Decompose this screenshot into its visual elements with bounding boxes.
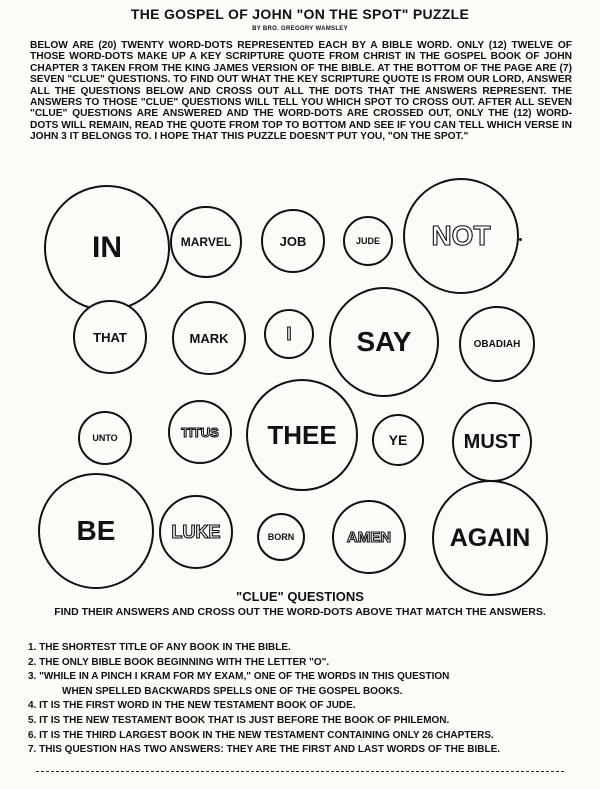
word-dot-must[interactable] [452, 402, 532, 482]
word-dot-label: BORN [267, 532, 295, 542]
word-dot-say[interactable] [329, 287, 439, 397]
word-dot-label: JUDE [355, 236, 380, 246]
word-dot-label: MARVEL [180, 235, 232, 249]
clue-item: 6. IT IS THE THIRD LARGEST BOOK IN THE NEW TESTAMENT CONTAINING ONLY 26 CHAPTERS. [28, 729, 494, 741]
word-dot-again[interactable] [432, 480, 548, 596]
word-dot-jude[interactable] [343, 216, 393, 266]
clues-heading: "CLUE" QUESTIONS [236, 589, 364, 604]
word-dot-label: MARK [189, 330, 229, 346]
page-title: THE GOSPEL OF JOHN "ON THE SPOT" PUZZLE [130, 6, 470, 22]
word-dot-mark[interactable] [172, 301, 246, 375]
word-dot-job[interactable] [261, 209, 325, 273]
word-dot-amen[interactable] [332, 500, 406, 574]
word-dot-label: THEE [267, 419, 337, 450]
byline: BY BRO. GREGORY WAMSLEY [252, 26, 348, 32]
word-dot-label: AGAIN [449, 523, 531, 552]
word-dot-titus[interactable] [168, 400, 232, 464]
word-dot-be[interactable] [38, 473, 154, 589]
word-dot-label: SAY [356, 326, 412, 357]
clue-item: 7. THIS QUESTION HAS TWO ANSWERS: THEY ARE THE FIRST AND LAST WORDS OF THE BIBLE. [28, 744, 501, 756]
word-dot-unto[interactable] [78, 411, 132, 465]
divider [36, 771, 564, 772]
clue-item: 5. IT IS THE NEW TESTAMENT BOOK THAT IS JUST BEFORE THE BOOK OF PHILEMON. [28, 714, 450, 726]
word-dot-i[interactable] [264, 309, 314, 359]
clue-item: 4. IT IS THE FIRST WORD IN THE NEW TESTAMENT BOOK OF JUDE. [28, 700, 356, 712]
stray-mark [519, 238, 522, 241]
word-dot-luke[interactable] [159, 495, 233, 569]
word-dot-ye[interactable] [372, 414, 424, 466]
word-dot-not[interactable] [403, 178, 519, 294]
word-dot-label: BE [76, 515, 116, 546]
word-dot-label: UNTO [92, 433, 118, 443]
word-dot-obadiah[interactable] [459, 306, 535, 382]
word-dot-label: TITUS [181, 424, 219, 440]
clues-subheading: FIND THEIR ANSWERS AND CROSS OUT THE WORD-DOTS ABOVE THAT MATCH THE ANSWERS. [54, 606, 546, 618]
clue-item: 3. "WHILE IN A PINCH I KRAM FOR MY EXAM," ONE OF THE WORDS IN THIS QUESTION [28, 671, 450, 683]
word-dot-label: JOB [279, 233, 307, 249]
clue-item-continuation: WHEN SPELLED BACKWARDS SPELLS ONE OF THE GOSPEL BOOKS. [62, 685, 403, 697]
clue-item: 1. THE SHORTEST TITLE OF ANY BOOK IN THE BIBLE. [28, 642, 291, 653]
word-dot-that[interactable] [73, 300, 147, 374]
word-dot-marvel[interactable] [170, 206, 242, 278]
word-dot-label: AMEN [346, 528, 392, 546]
clue-list [28, 641, 500, 758]
word-dot-label: THAT [93, 329, 127, 345]
intro-paragraph: BELOW ARE (20) TWENTY WORD-DOTS REPRESENTED EACH BY A BIBLE WORD. ONLY (12) TWELVE OF THOSE WORD-DOTS MAKE UP A KEY SCRIPTURE QUOTE FROM CHRIST IN THE GOSPEL BOOK OF JOHN CHAPTER 3 TAKEN FROM THE KING JAMES VERSION OF THE BIBLE. AT THE BOTTOM OF THE PAGE ARE (7) SEVEN "CLUE" QUESTIONS. TO FIND OUT WHAT THE KEY SCRIPTURE QUOTE IS FROM OUR LORD, ANSWER ALL THE QUESTIONS BELOW AND CROSS OUT ALL THE DOTS THAT THE ANSWERS REPRESENT. THE ANSWERS TO THOSE "CLUE" QUESTIONS WILL TELL YOU WHICH SPOT TO CROSS OUT. AFTER ALL SEVEN "CLUE" QUESTIONS ARE ANSWERED AND THE WORD-DOTS ARE CROSSED OUT, ONLY THE (12) WORD-DOTS WILL REMAIN, READ THE QUOTE FROM TOP TO BOTTOM AND SEE IF YOU CAN TELL WHICH VERSE IN JOHN 3 IT BELONGS TO. I HOPE THAT THIS PUZZLE DOESN'T PUT YOU, "ON THE SPOT." [30, 40, 572, 143]
word-dot-born[interactable] [257, 513, 305, 561]
word-dot-label: MUST [463, 430, 521, 453]
clue-item: 2. THE ONLY BIBLE BOOK BEGINNING WITH THE LETTER "O". [28, 656, 330, 668]
word-dot-label: IN [92, 231, 122, 264]
word-dot-label: LUKE [171, 521, 221, 542]
word-dot-label: I [286, 323, 292, 344]
word-dot-label: NOT [431, 220, 491, 251]
word-dot-thee[interactable] [246, 379, 358, 491]
word-dot-in[interactable] [44, 185, 170, 311]
word-dot-label: OBADIAH [473, 338, 521, 350]
word-dot-label: YE [388, 432, 408, 448]
